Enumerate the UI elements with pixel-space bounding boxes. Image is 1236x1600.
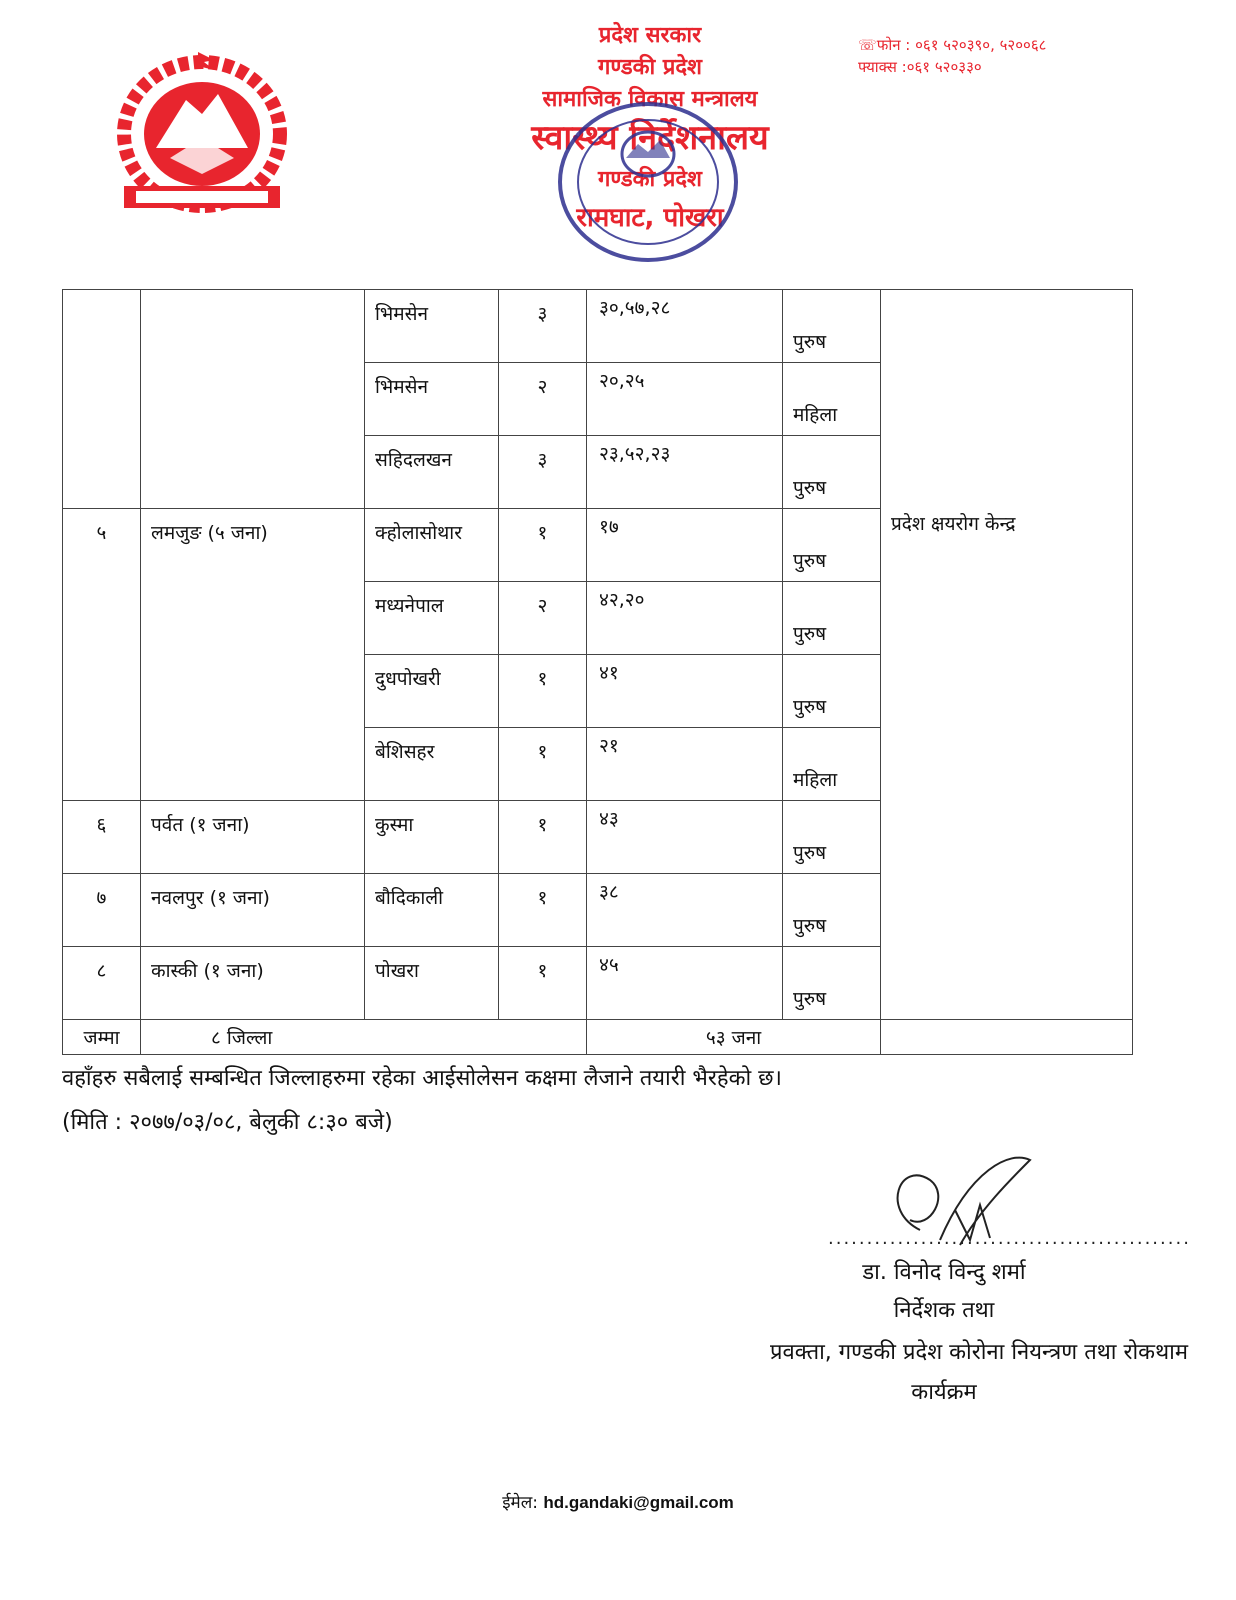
signatory-title-1: निर्देशक तथा xyxy=(893,1298,995,1323)
count-cell: २ xyxy=(499,582,587,655)
gender-cell: पुरुष xyxy=(783,655,881,728)
signatory-name: डा. विनोद विन्दु शर्मा xyxy=(862,1260,1026,1285)
gender-cell: पुरुष xyxy=(783,436,881,509)
total-districts-cell: ८ जिल्ला xyxy=(141,1020,587,1055)
header-line-directorate: स्वास्थ्य निर्देशनालय xyxy=(531,118,769,158)
age-cell: ४२,२० xyxy=(587,582,783,655)
report-date: (मिति : २०७७/०३/०८, बेलुकी ८:३० बजे) xyxy=(62,1110,393,1135)
center-cell: प्रदेश क्षयरोग केन्द्र xyxy=(881,290,1133,1020)
case-table xyxy=(62,289,1133,1055)
official-stamp xyxy=(542,92,754,284)
district-cell: पर्वत (१ जना) xyxy=(141,801,365,874)
phone-number: ☏फोन : ०६१ ५२०३९०, ५२००६८ xyxy=(858,36,1047,54)
age-cell: ३८ xyxy=(587,874,783,947)
sn-cell: ५ xyxy=(63,509,141,801)
signature-dotted-line: ............................................... xyxy=(828,1228,1191,1249)
gender-cell: महिला xyxy=(783,363,881,436)
district-cell: कास्की (१ जना) xyxy=(141,947,365,1020)
footer-email xyxy=(0,1490,1236,1513)
age-cell: १७ xyxy=(587,509,783,582)
location-cell: क्होलासोथार xyxy=(365,509,499,582)
location-cell: भिमसेन xyxy=(365,290,499,363)
count-cell: ३ xyxy=(499,290,587,363)
count-cell: १ xyxy=(499,874,587,947)
location-cell: कुस्मा xyxy=(365,801,499,874)
email-label: ईमेल: xyxy=(502,1493,538,1513)
gender-cell: पुरुष xyxy=(783,947,881,1020)
total-row xyxy=(63,1020,1133,1055)
location-cell: बौदिकाली xyxy=(365,874,499,947)
age-cell: २१ xyxy=(587,728,783,801)
table-row xyxy=(63,290,1133,363)
total-empty-cell xyxy=(881,1020,1133,1055)
email-address: hd.gandaki@gmail.com xyxy=(543,1493,734,1512)
signatory-title-3: कार्यक्रम xyxy=(911,1380,977,1405)
total-people-cell: ५३ जना xyxy=(587,1020,881,1055)
location-cell: दुधपोखरी xyxy=(365,655,499,728)
count-cell: १ xyxy=(499,509,587,582)
total-label-cell: जम्मा xyxy=(63,1020,141,1055)
count-cell: १ xyxy=(499,728,587,801)
sn-cell xyxy=(63,290,141,509)
location-cell: पोखरा xyxy=(365,947,499,1020)
count-cell: २ xyxy=(499,363,587,436)
age-cell: ४१ xyxy=(587,655,783,728)
age-cell: ४५ xyxy=(587,947,783,1020)
contact-info xyxy=(858,34,1046,78)
age-cell: २०,२५ xyxy=(587,363,783,436)
isolation-note: वहाँहरु सबैलाई सम्बन्धित जिल्लाहरुमा रहेका आईसोलेसन कक्षमा लैजाने तयारी भैरहेको छ। xyxy=(62,1066,782,1091)
age-cell: ४३ xyxy=(587,801,783,874)
gender-cell: पुरुष xyxy=(783,509,881,582)
signatory-title-2: प्रवक्ता, गण्डकी प्रदेश कोरोना नियन्त्रण तथा रोकथाम xyxy=(770,1340,1188,1365)
count-cell: १ xyxy=(499,655,587,728)
header-line-government: प्रदेश सरकार xyxy=(598,23,702,48)
header-line-ministry: सामाजिक विकास मन्त्रालय xyxy=(542,87,758,112)
count-cell: ३ xyxy=(499,436,587,509)
location-cell: सहिदलखन xyxy=(365,436,499,509)
gender-cell: पुरुष xyxy=(783,801,881,874)
fax-number: फ्याक्स :०६१ ५२०३३० xyxy=(858,58,982,76)
age-cell: ३०,५७,२८ xyxy=(587,290,783,363)
gender-cell: पुरुष xyxy=(783,290,881,363)
location-cell: बेशिसहर xyxy=(365,728,499,801)
location-cell: मध्यनेपाल xyxy=(365,582,499,655)
district-cell xyxy=(141,290,365,509)
header-line-address: रामघाट, पोखरा xyxy=(576,203,724,233)
district-cell: नवलपुर (१ जना) xyxy=(141,874,365,947)
header-line-province: गण्डकी प्रदेश xyxy=(597,55,703,80)
nepal-emblem-logo xyxy=(106,48,298,218)
district-cell: लमजुङ (५ जना) xyxy=(141,509,365,801)
sn-cell: ७ xyxy=(63,874,141,947)
count-cell: १ xyxy=(499,801,587,874)
gender-cell: महिला xyxy=(783,728,881,801)
gender-cell: पुरुष xyxy=(783,582,881,655)
header-line-province-2: गण्डकी प्रदेश xyxy=(597,167,703,192)
sn-cell: ८ xyxy=(63,947,141,1020)
location-cell: भिमसेन xyxy=(365,363,499,436)
count-cell: १ xyxy=(499,947,587,1020)
age-cell: २३,५२,२३ xyxy=(587,436,783,509)
gender-cell: पुरुष xyxy=(783,874,881,947)
sn-cell: ६ xyxy=(63,801,141,874)
